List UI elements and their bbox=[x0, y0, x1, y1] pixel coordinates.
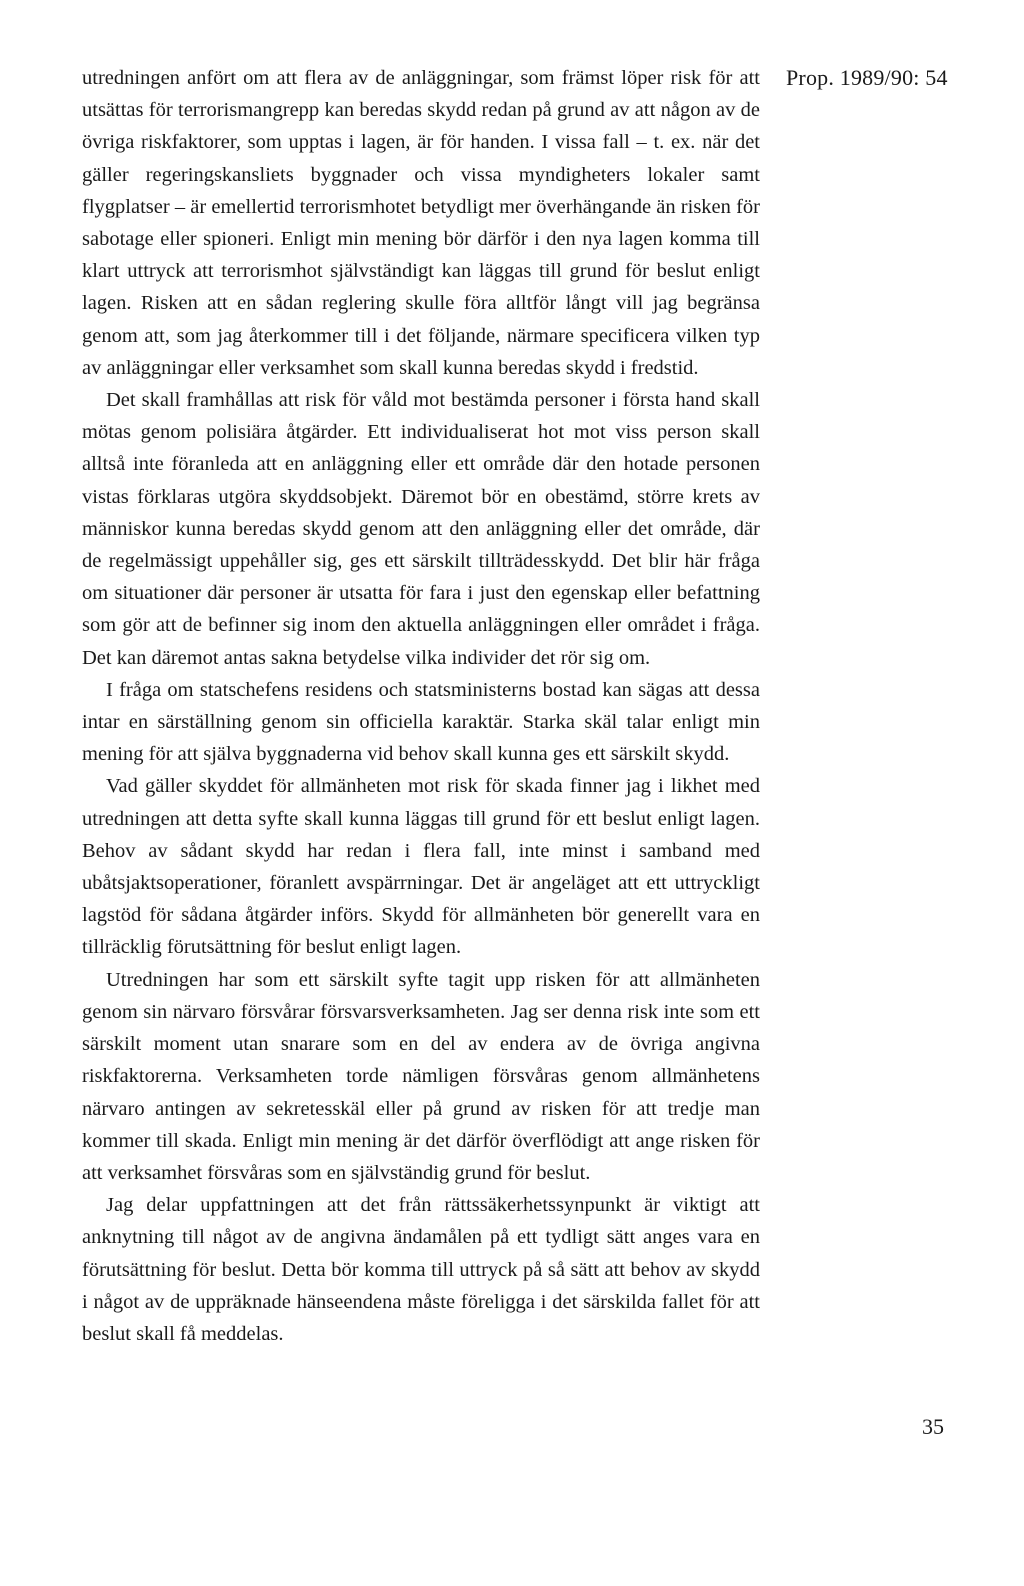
paragraph-3: I fråga om statschefens residens och statsministerns bostad kan sägas att dessa intar en särställning genom sin officiella karaktär. Starka skäl talar enligt min mening för att själva byggnaderna vid behov skall kunna ges ett särskilt skydd. bbox=[82, 678, 760, 766]
body-text bbox=[82, 62, 760, 1350]
page-number: 35 bbox=[922, 1414, 944, 1439]
proposition-reference: Prop. 1989/90: 54 bbox=[786, 65, 948, 90]
paragraph-1: utredningen anfört om att flera av de anläggningar, som främst löper risk för att utsättas för terrorismangrepp kan beredas skydd redan på grund av att någon av de övriga riskfaktorer, som upptas i lagen, är för handen. I vissa fall – t. ex. när det gäller regeringskansliets byggnader och vissa myndigheters lokaler samt flygplatser – är emellertid terrorismhotet betydligt mer överhängande än risken för sabotage eller spioneri. Enligt min mening bör därför i den nya lagen komma till klart uttryck att terrorismhot självständigt kan läggas till grund för beslut enligt lagen. Risken att en sådan reglering skulle föra alltför långt vill jag begränsa genom att, som jag återkommer till i det följande, närmare specificera vilken typ av anläggningar eller verksamhet som skall kunna beredas skydd i fredstid. bbox=[82, 67, 760, 379]
paragraph-5: Utredningen har som ett särskilt syfte tagit upp risken för att allmänheten genom sin närvaro försvårar försvarsverksamheten. Jag ser denna risk inte som ett särskilt moment utan snarare som en del av endera av de övriga angivna riskfaktorerna. Verksamheten torde nämligen försvåras genom allmänhetens närvaro antingen av sekretesskäl eller på grund av risken för att tredje man kommer till skada. Enligt min mening är det därför överflödigt att ange risken för att verksamhet försvåras som en självständig grund för beslut. bbox=[82, 968, 760, 1184]
paragraph-6: Jag delar uppfattningen att det från rättssäkerhetssynpunkt är viktigt att anknytning till något av de angivna ändamålen på ett tydligt sätt anges vara en förutsättning för beslut. Detta bör komma till uttryck på så sätt att behov av skydd i något av de uppräknade hänseendena måste föreligga i det särskilda fallet för att beslut skall få meddelas. bbox=[82, 1194, 760, 1345]
paragraph-4: Vad gäller skyddet för allmänheten mot risk för skada finner jag i likhet med utredningen att detta syfte skall kunna läggas till grund för ett beslut enligt lagen. Behov av sådant skydd har redan i flera fall, inte minst i samband med ubåtsjaktsoperationer, föranlett avspärrningar. Det är angeläget att ett uttryckligt lagstöd för sådana åtgärder införs. Skydd för allmänheten bör generellt vara en tillräcklig förutsättning för beslut enligt lagen. bbox=[82, 775, 760, 959]
paragraph-2: Det skall framhållas att risk för våld mot bestämda personer i första hand skall mötas genom polisiära åtgärder. Ett individualiserat hot mot viss person skall alltså inte föranleda att en anläggning eller ett område där den hotade personen vistas förklaras utgöra skyddsobjekt. Däremot bör en obestämd, större krets av människor kunna beredas skydd genom att den anläggning eller det område, där de regelmässigt uppehåller sig, ges ett särskilt tillträdesskydd. Det blir här fråga om situationer där personer är utsatta för fara i just den egenskap eller befattning som gör att de befinner sig inom den aktuella anläggningen eller området i fråga. Det kan däremot antas sakna betydelse vilka individer det rör sig om. bbox=[82, 389, 760, 669]
